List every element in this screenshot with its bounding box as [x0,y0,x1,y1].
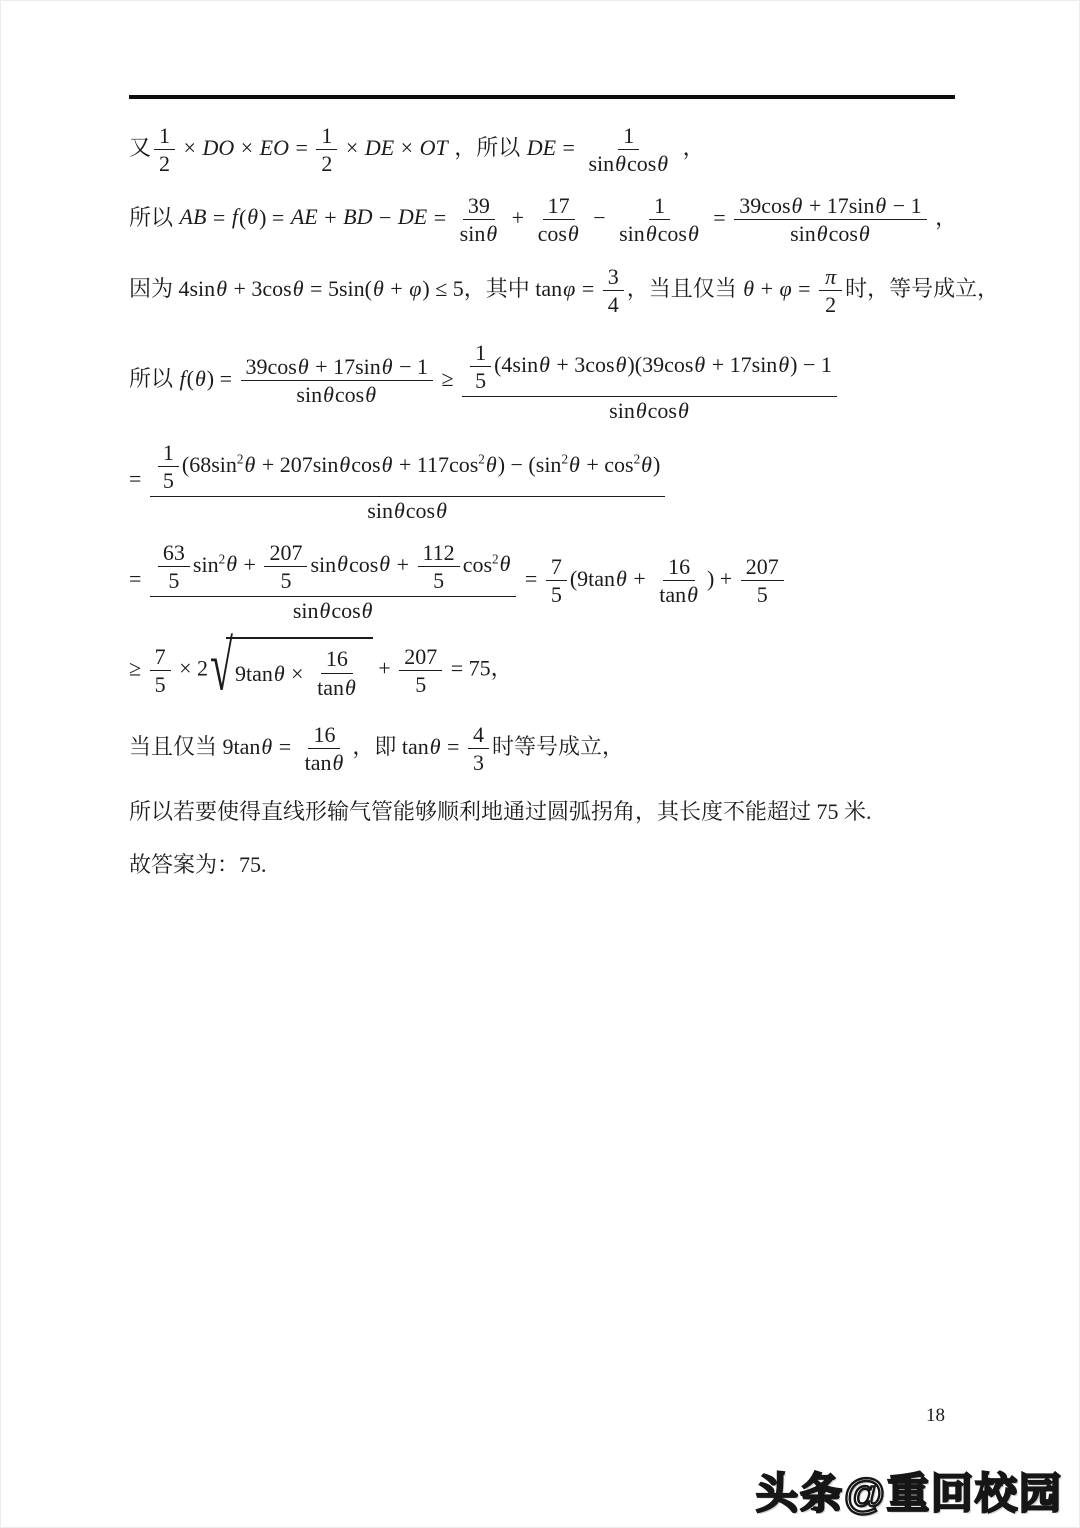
math-variable: θ [539,351,550,377]
math-text: 5 [550,582,562,607]
fraction-numerator [150,644,171,671]
line-5 [129,436,974,526]
fraction [150,438,665,524]
line-7 [129,628,974,707]
math-text: ， [929,204,958,230]
math-text: 因为 4sin [129,276,216,302]
math-variable: θ [429,733,441,759]
math-text: = [289,134,314,160]
fraction [455,193,504,247]
header-rule-divider [129,95,955,99]
math-text: ) ≤ 5，其中 tan [422,276,563,302]
math-text: ，当且仅当 [626,276,743,302]
math-text: 5 [280,567,292,593]
fraction [470,340,491,394]
math-variable: θ [337,551,348,577]
math-text: 39cos [739,192,791,218]
math-variable: θ [641,451,652,477]
math-text: 5 [154,672,166,698]
fraction [734,193,926,247]
math-text: cos [462,551,493,577]
fraction-denominator [288,597,379,623]
math-text: ，所以 [448,134,526,160]
fraction-numerator [150,538,517,598]
math-text: ( [186,365,194,391]
math-text: × [340,134,364,160]
fraction-denominator [163,567,184,593]
line-4 [129,336,974,426]
math-variable: DO [202,134,235,160]
math-text: 5 [433,567,445,593]
math-text: 5 [475,368,487,394]
math-text: ) − 1 [790,351,832,377]
math-text: ) = [206,365,238,391]
math-text: ≥ [435,365,460,391]
fraction-numerator [463,193,495,220]
math-variable: DE [364,134,395,160]
math-text: 1 [623,123,635,148]
fraction [264,540,307,594]
fraction-numerator [150,438,665,498]
line-8 [129,720,974,778]
math-text: + 207sin [256,451,339,477]
fraction-denominator [410,671,431,697]
fraction-numerator [546,554,567,581]
math-superscript: 2 [478,451,485,467]
math-variable: θ [816,220,828,246]
fraction [583,123,674,177]
math-text: 所以若要使得直线形输气管能够顺利地通过圆弧拐角，其长度不能超过 75 米. [129,798,872,824]
math-variable: θ [486,220,498,246]
math-text: 所以 [129,204,179,230]
math-superscript: 2 [492,551,499,567]
math-text: 5 [756,582,768,607]
math-text: = 75， [445,655,513,681]
math-text: = [441,733,465,759]
fraction-denominator [275,567,296,593]
math-text: ≥ [129,655,147,681]
math-variable: θ [645,220,657,246]
math-text: 9tan [234,660,273,686]
math-text: 2 [321,151,333,177]
math-text: 5 [162,467,174,493]
fraction [316,123,337,177]
math-text: 16 [313,722,336,748]
fraction [603,264,624,318]
math-text: = [129,465,147,491]
math-text: 207 [404,643,438,669]
math-variable: θ [875,192,887,218]
math-text: 1 [321,123,333,148]
math-variable: θ [261,733,273,759]
fraction-numerator [462,338,837,398]
math-text: (4sin [494,351,539,377]
fraction-denominator [546,581,567,607]
fraction-numerator [819,264,842,291]
fraction-denominator [603,291,624,317]
math-text: = [129,565,147,591]
line-3 [129,262,1000,320]
math-text: = [576,276,600,302]
math-text: 4 [472,722,484,748]
math-variable: θ [677,398,689,424]
fraction [300,722,350,776]
math-text: 时，等号成立， [845,276,1000,302]
math-text: cos [828,220,858,246]
fraction-denominator [150,671,171,697]
math-superscript: 2 [236,451,244,467]
math-variable: φ [563,276,576,302]
square-root [210,628,373,707]
page-number: 18 [926,1405,945,1426]
math-variable: θ [323,382,334,408]
fraction-numerator [663,554,695,581]
fraction-denominator [468,749,489,775]
math-text: + 117cos [393,451,479,477]
radical-sign-icon: √ [210,628,233,707]
fraction [654,554,704,608]
fraction [158,540,190,594]
math-text: − [373,204,397,230]
math-variable: φ [409,276,422,302]
math-text: (9tan [569,565,616,591]
math-variable: BD [343,204,373,230]
fraction-denominator [316,150,337,176]
math-text: + [506,204,530,230]
math-text: 2 [825,292,837,318]
math-variable: f [179,365,186,391]
math-text: 17 [547,192,570,218]
line-6 [129,536,974,626]
math-text: 3 [607,264,619,290]
fraction [546,554,567,608]
math-text: ，即 tan [352,733,429,759]
math-variable: φ [779,276,792,302]
fraction-numerator [543,193,575,220]
math-text: − [587,204,612,230]
fraction-numerator [154,123,175,150]
math-text: + [384,276,409,302]
fraction [741,554,784,608]
math-text: 4 [607,292,619,318]
fraction-denominator [362,497,453,523]
math-text: 时等号成立， [491,733,624,759]
math-text: cos [351,451,381,477]
fraction-denominator [820,291,841,317]
math-text: sin [790,220,816,246]
math-variable: DE [526,134,557,160]
math-variable: θ [499,551,511,577]
fraction-numerator [470,340,491,367]
math-text: × [285,660,310,686]
math-variable: θ [379,551,391,577]
math-variable: θ [615,151,626,177]
math-text: cos [334,382,365,408]
math-text: 39 [467,192,490,218]
math-text: tan [304,750,332,776]
math-text: sin [292,598,319,624]
math-variable: θ [687,220,699,246]
math-variable: θ [635,398,647,424]
fraction [158,440,179,494]
fraction [468,722,489,776]
math-text: × [395,134,419,160]
line-9 [129,798,974,826]
fraction-numerator [649,193,670,220]
math-variable: θ [247,204,259,230]
math-text: 207 [269,539,303,565]
math-text: = [557,134,581,160]
math-variable: θ [858,220,870,246]
math-variable: f [231,204,238,230]
fraction-numerator [399,644,442,671]
math-variable: θ [194,365,206,391]
math-variable: θ [393,498,405,524]
math-text: 1 [162,439,174,465]
math-variable: θ [292,276,304,302]
math-text: + [755,276,779,302]
fraction-denominator [583,150,674,176]
fraction [150,538,517,624]
math-text: 1 [653,192,665,218]
fraction-denominator [158,467,179,493]
math-text: 16 [325,646,348,672]
math-variable: θ [244,451,256,477]
math-variable: θ [332,750,344,776]
math-text: cos [405,498,436,524]
math-text: × [235,134,259,160]
math-variable: θ [319,598,331,624]
fraction-numerator [158,440,179,467]
math-text: = [207,204,231,230]
math-variable: θ [226,551,238,577]
fraction [819,264,842,318]
math-text: + [627,565,652,591]
math-text: − 1 [887,192,922,218]
fraction [418,540,460,594]
fraction-denominator [455,220,504,246]
fraction-numerator [418,540,460,567]
math-text: 63 [162,539,185,565]
fraction-denominator [154,150,175,176]
math-variable: θ [436,498,447,524]
math-text: + 3cos [228,276,292,302]
fraction-denominator [428,567,449,593]
math-text: (68sin [181,451,237,477]
math-text: × [178,134,202,160]
math-text: 2 [159,151,171,177]
math-text: = [519,565,543,591]
fraction [533,193,585,247]
math-text: 39cos [245,353,297,379]
math-text: 3 [472,750,484,776]
math-text: + cos [580,451,634,477]
math-variable: θ [339,451,351,477]
math-text: = [428,204,452,230]
fraction-numerator [468,722,489,749]
math-variable: θ [791,192,803,218]
math-text: + [238,551,262,577]
fraction-denominator [291,381,382,407]
fraction-numerator [264,540,307,567]
math-superscript: 2 [633,451,641,467]
math-text: 112 [422,539,455,565]
math-variable: θ [778,351,790,377]
math-variable: θ [365,382,377,408]
math-variable: θ [485,451,497,477]
math-text: sin [588,151,615,177]
math-text: 207 [745,553,779,579]
fraction-numerator [241,354,433,381]
fraction-numerator [741,554,784,581]
math-text: ) [652,451,661,477]
math-text: sin [459,220,486,246]
math-variable: OT [419,134,448,160]
math-variable: DE [397,204,428,230]
math-variable: θ [344,674,356,700]
math-text: cos [657,220,687,246]
math-text: + [391,551,415,577]
math-text: sin [609,398,635,424]
math-variable: θ [216,276,227,302]
math-variable: AB [179,204,207,230]
math-superscript: 2 [218,551,226,567]
fraction-denominator [470,367,491,393]
fraction-numerator [316,123,337,150]
fraction-numerator [158,540,190,567]
math-variable: θ [657,151,669,177]
math-text: 5 [168,567,180,593]
math-variable: θ [297,353,309,379]
math-variable: θ [381,353,393,379]
math-superscript: 2 [561,451,569,467]
math-text: + 3cos [550,351,615,377]
math-text: ) + [706,565,738,591]
math-variable: AE [290,204,318,230]
fraction [312,646,362,700]
math-text: cos [647,398,677,424]
math-variable: θ [273,660,285,686]
line-1 [129,121,974,179]
math-text: sin [296,382,323,408]
math-text: 故答案为：75. [129,852,267,878]
math-text: cos [626,151,657,177]
math-text: cos [348,551,379,577]
fraction-denominator [614,220,705,246]
math-text: 7 [154,643,166,669]
math-text: )(39cos [627,351,694,377]
math-variable: θ [616,565,627,591]
math-text: − 1 [393,353,428,379]
line-2 [129,191,974,249]
math-text: ) = [259,204,290,230]
math-text: 1 [475,339,487,365]
fraction [614,193,705,247]
math-text: sin [310,551,337,577]
fraction-denominator [300,749,350,775]
fraction-denominator [533,220,585,246]
math-text: 5 [415,672,427,698]
math-text: + 17sin [706,351,778,377]
math-text: sin [192,551,219,577]
math-text: = [792,276,817,302]
fraction [241,354,433,408]
math-variable: θ [687,582,698,607]
math-variable: θ [615,351,627,377]
watermark: 头条@重回校园 [756,1470,1063,1517]
fraction [150,644,171,698]
fraction-denominator [785,220,876,246]
math-text: sin [619,220,645,246]
radicand [226,637,373,704]
math-text: + [372,655,397,681]
fraction-numerator [618,123,639,150]
math-text: + [318,204,343,230]
fraction-denominator [654,581,704,607]
math-variable: θ [743,276,755,302]
math-variable: θ [569,451,580,477]
fraction-denominator [312,674,362,700]
fraction-numerator [308,722,340,749]
math-text: tan [317,674,344,700]
math-text: cos [537,220,567,246]
math-text: = [707,204,732,230]
math-variable: θ [361,598,373,624]
fraction-numerator [734,193,926,220]
fraction [462,338,837,424]
math-text: 1 [159,123,171,148]
fraction-numerator [603,264,624,291]
math-text: 又 [129,134,152,160]
math-text: cos [331,598,361,624]
math-variable: π [825,264,837,290]
math-text: 16 [668,553,691,579]
fraction-denominator [604,397,695,423]
math-text: ) − (sin [497,451,562,477]
math-variable: EO [259,134,289,160]
fraction-numerator [321,646,353,673]
math-variable: θ [694,351,706,377]
math-variable: θ [372,276,384,302]
math-text: = 5sin( [304,276,372,302]
line-10 [129,851,974,879]
math-text: 7 [550,553,562,579]
math-content [129,121,1000,894]
math-variable: θ [567,220,579,246]
math-text: = [273,733,297,759]
math-text: ， [677,134,705,160]
fraction [399,644,442,698]
math-variable: θ [381,451,393,477]
math-text: 所以 [129,365,179,391]
fraction-denominator [752,581,773,607]
fraction [154,123,175,177]
math-text: × 2 [173,655,208,681]
math-text: ( [238,204,247,230]
math-text: 当且仅当 9tan [129,733,261,759]
math-text: tan [659,582,687,607]
math-text: + 17sin [803,192,875,218]
math-text: + 17sin [309,353,381,379]
math-text: sin [367,498,393,524]
